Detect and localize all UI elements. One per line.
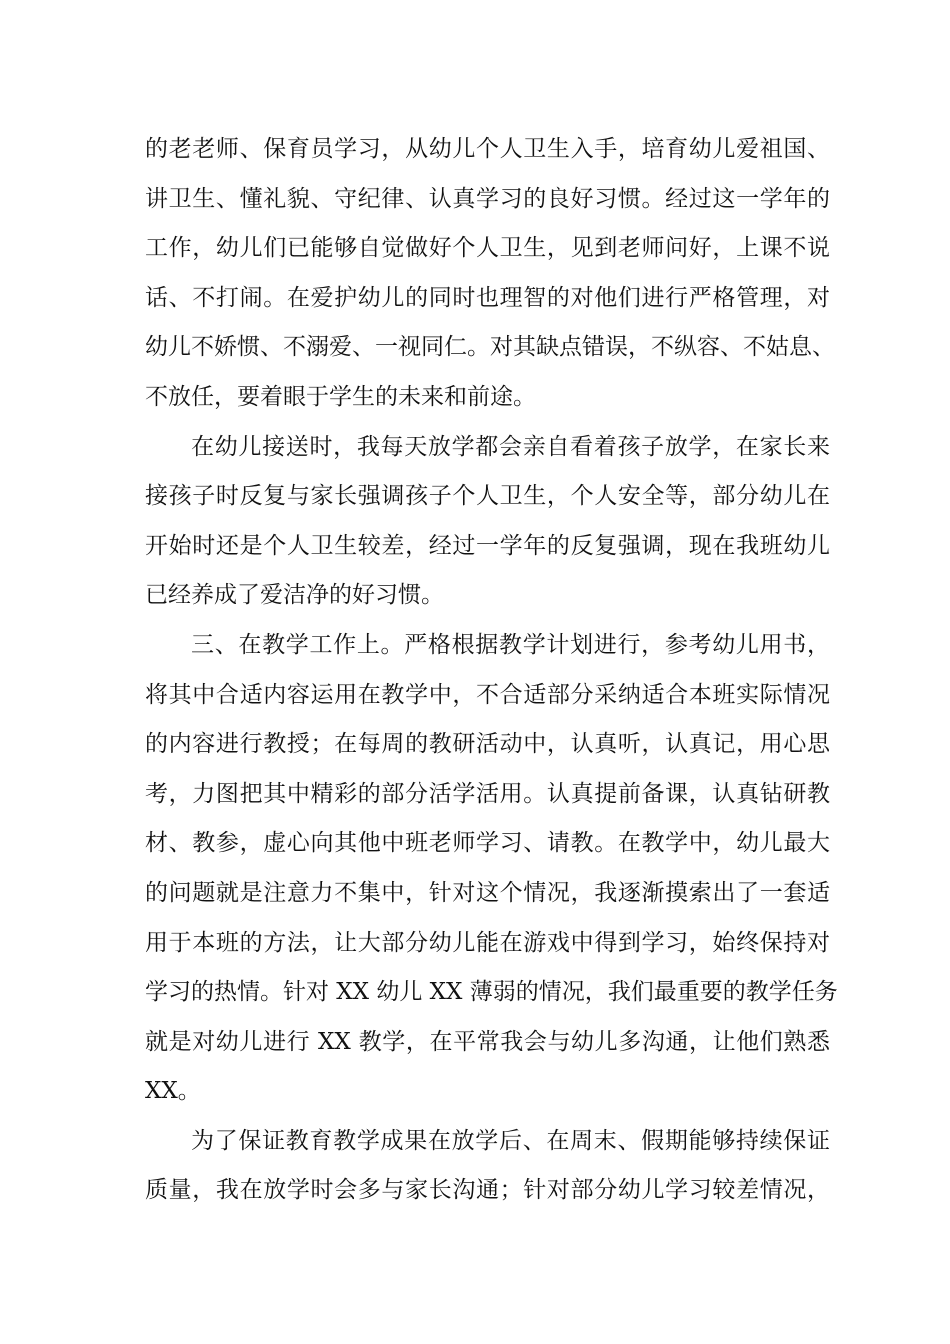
text-line: 话、不打闹。在爱护幼儿的同时也理智的对他们进行严格管理，对 [145, 284, 830, 311]
text-line: 不放任，要着眼于学生的未来和前途。 [145, 383, 536, 410]
text-line: 将其中合适内容运用在教学中，不合适部分采纳适合本班实际情况 [145, 681, 830, 708]
text-line: 的内容进行教授；在每周的教研活动中，认真听，认真记，用心思 [145, 731, 830, 758]
paragraph-first-line: 三、在教学工作上。严格根据教学计划进行，参考幼儿用书， [191, 631, 830, 658]
text-line: 的问题就是注意力不集中，针对这个情况，我逐渐摸索出了一套适 [145, 879, 830, 906]
text-line: 质量，我在放学时会多与家长沟通；针对部分幼儿学习较差情况， [145, 1177, 830, 1204]
text-line: 就是对幼儿进行 XX 教学，在平常我会与幼儿多沟通，让他们熟悉 [145, 1028, 830, 1055]
text-line: 的老老师、保育员学习，从幼儿个人卫生入手，培育幼儿爱祖国、 [145, 136, 830, 162]
text-line: 材、教参，虚心向其他中班老师学习、请教。在教学中，幼儿最大 [145, 830, 830, 857]
text-line: 开始时还是个人卫生较差，经过一学年的反复强调，现在我班幼儿 [145, 532, 830, 559]
text-line: 用于本班的方法，让大部分幼儿能在游戏中得到学习，始终保持对 [145, 929, 830, 956]
text-line: 考，力图把其中精彩的部分活学活用。认真提前备课，认真钻研教 [145, 780, 830, 807]
paragraph-first-line: 在幼儿接送时，我每天放学都会亲自看着孩子放学，在家长来 [191, 433, 830, 460]
paragraph-first-line: 为了保证教育教学成果在放学后、在周末、假期能够持续保证 [191, 1127, 830, 1154]
text-line: 讲卫生、懂礼貌、守纪律、认真学习的良好习惯。经过这一学年的 [145, 185, 830, 212]
text-line: 幼儿不娇惯、不溺爱、一视同仁。对其缺点错误，不纵容、不姑息、 [145, 334, 835, 361]
text-line: XX。 [145, 1078, 201, 1105]
text-line: 已经养成了爱洁净的好习惯。 [145, 582, 444, 609]
text-line: 工作，幼儿们已能够自觉做好个人卫生，见到老师问好，上课不说 [145, 235, 830, 262]
text-line: 接孩子时反复与家长强调孩子个人卫生，个人安全等，部分幼儿在 [145, 483, 830, 510]
document-body [145, 125, 838, 1216]
text-line: 学习的热情。针对 XX 幼儿 XX 薄弱的情况，我们最重要的教学任务 [145, 979, 838, 1006]
